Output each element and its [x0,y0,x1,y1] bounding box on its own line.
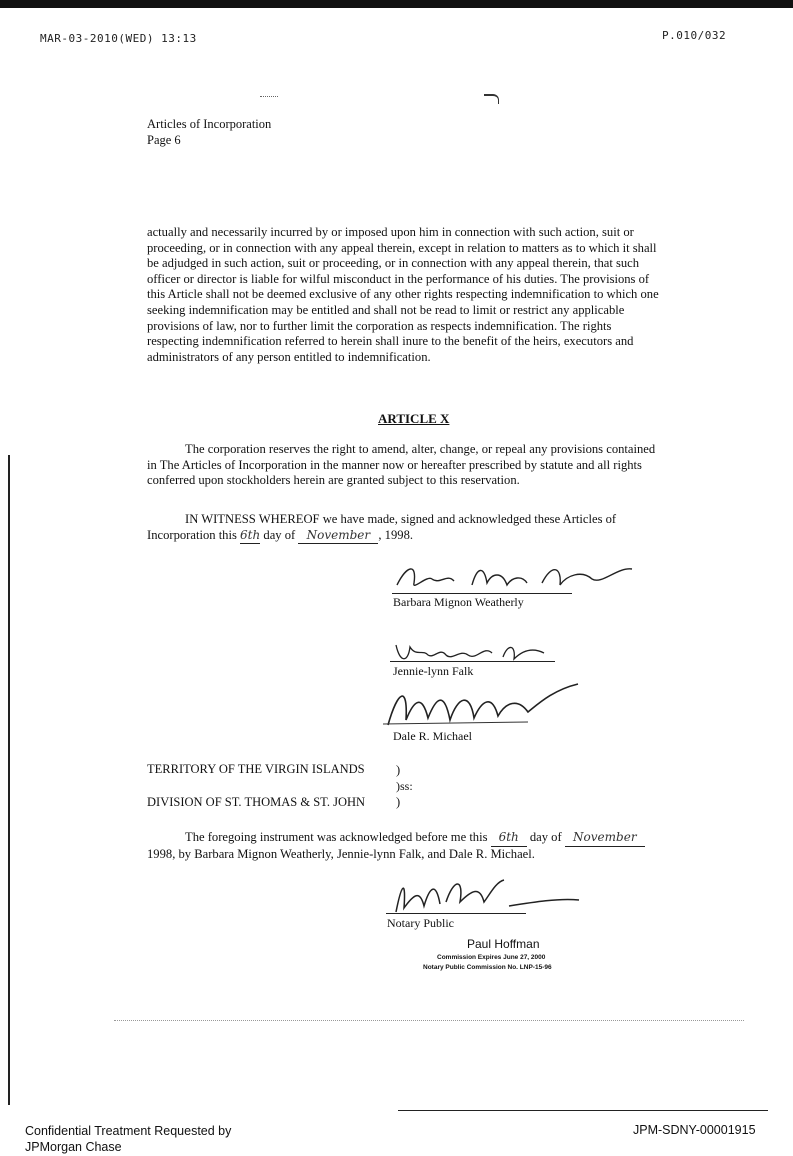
doc-page-number: Page 6 [147,133,181,147]
paragraph-line: be adjudged in such action, suit or proceeding, or in connection with any appeal therein, that such [147,256,640,271]
venue-territory: TERRITORY OF THE VIRGIN ISLANDS [147,762,365,776]
witness-day-handwritten: 6th [240,528,260,545]
signatory-name: Jennie-lynn Falk [393,664,474,678]
notary-stamp-name: Paul Hoffman [467,937,540,951]
witness-prefix: Incorporation this [147,527,237,542]
footer-bates-number: JPM-SDNY-00001915 [633,1123,756,1137]
article-paragraph [147,442,687,489]
fax-header-right: P.010/032 [662,29,727,42]
footer-confidential [25,1123,231,1155]
fax-header-left: MAR-03-2010(WED) 13:13 [40,32,197,45]
paragraph-line: actually and necessarily incurred by or imposed upon him in connection with such action, suit or [147,225,634,239]
acknowledgment-paragraph [147,830,692,862]
article-line: The corporation reserves the right to amend, alter, change, or repeal any provisions contained [185,442,656,456]
ack-middle: day of [529,830,562,844]
notary-stamp-commission: Notary Public Commission No. LNP-15-96 [423,964,552,971]
footer-left-line2: JPMorgan Chase [25,1140,122,1154]
witness-line-1: IN WITNESS WHEREOF we have made, signed and acknowledged these Articles of [185,512,617,526]
bottom-rule [398,1110,768,1111]
article-line: conferred upon stockholders herein are granted subject to this reservation. [147,473,520,488]
scan-edge-left [8,455,10,1105]
article-line: in The Articles of Incorporation in the manner now or hereafter prescribed by statute and all rights [147,457,642,472]
scan-noise-line [114,1020,744,1021]
doc-title: Articles of Incorporation [147,117,272,131]
signatory-name: Barbara Mignon Weatherly [393,595,524,609]
venue-ss: )ss: [396,779,413,793]
venue-paren: ) [396,795,401,809]
signature-line [390,661,555,662]
scan-mark [484,94,499,104]
scan-edge [0,0,793,8]
signatory-name: Dale R. Michael [393,729,472,743]
signature-line [386,913,526,914]
signature-barbara [392,555,642,597]
footer-left-line1: Confidential Treatment Requested by [25,1124,232,1138]
ack-line-1 [147,830,692,847]
signature-scribble [392,555,642,597]
witness-middle: day of [263,527,296,542]
paragraph-line: officer or director is liable for wilful misconduct in the performance of his duties. The provisions of [147,271,650,286]
witness-month-handwritten: November [298,528,378,545]
signature-scribble [378,680,588,730]
paragraph-line: proceeding, or in connection with any appeal therein, except in relation to matters as to which it shall [147,240,657,255]
ack-month-handwritten: November [565,830,645,847]
paragraph-line: respecting indemnification referred to herein shall inure to the benefit of the heirs, executors and [147,334,634,349]
notary-label: Notary Public [387,916,454,930]
ack-prefix: The foregoing instrument was acknowledged before me this [185,830,488,844]
paragraph-line: seeking indemnification may be entitled and shall not be read to limit or restrict any applicable [147,302,625,317]
ack-day-handwritten: 6th [491,830,527,847]
venue-paren: ) [396,763,401,777]
paragraph-line: administrators of any person entitled to indemnification. [147,349,431,364]
paragraph-line: this Article shall not be deemed exclusive of any other rights respecting indemnification to which one [147,287,659,302]
ack-line-2: 1998, by Barbara Mignon Weatherly, Jennie-lynn Falk, and Dale R. Michael. [147,846,535,861]
scan-mark [260,96,278,99]
indemnification-paragraph [147,225,687,365]
paragraph-line: provisions of law, nor to further limit the corporation as respects indemnification. The rights [147,318,612,333]
signature-scribble [384,872,584,916]
notary-stamp-expiry: Commission Expires June 27, 2000 [437,954,546,961]
signature-notary [384,872,584,916]
witness-paragraph [147,512,687,544]
witness-line-2 [147,528,687,545]
venue-division: DIVISION OF ST. THOMAS & ST. JOHN [147,795,366,809]
witness-year: , 1998. [378,527,414,542]
signature-dale [378,680,588,730]
signature-line [392,593,572,594]
article-heading: ARTICLE X [378,411,450,426]
